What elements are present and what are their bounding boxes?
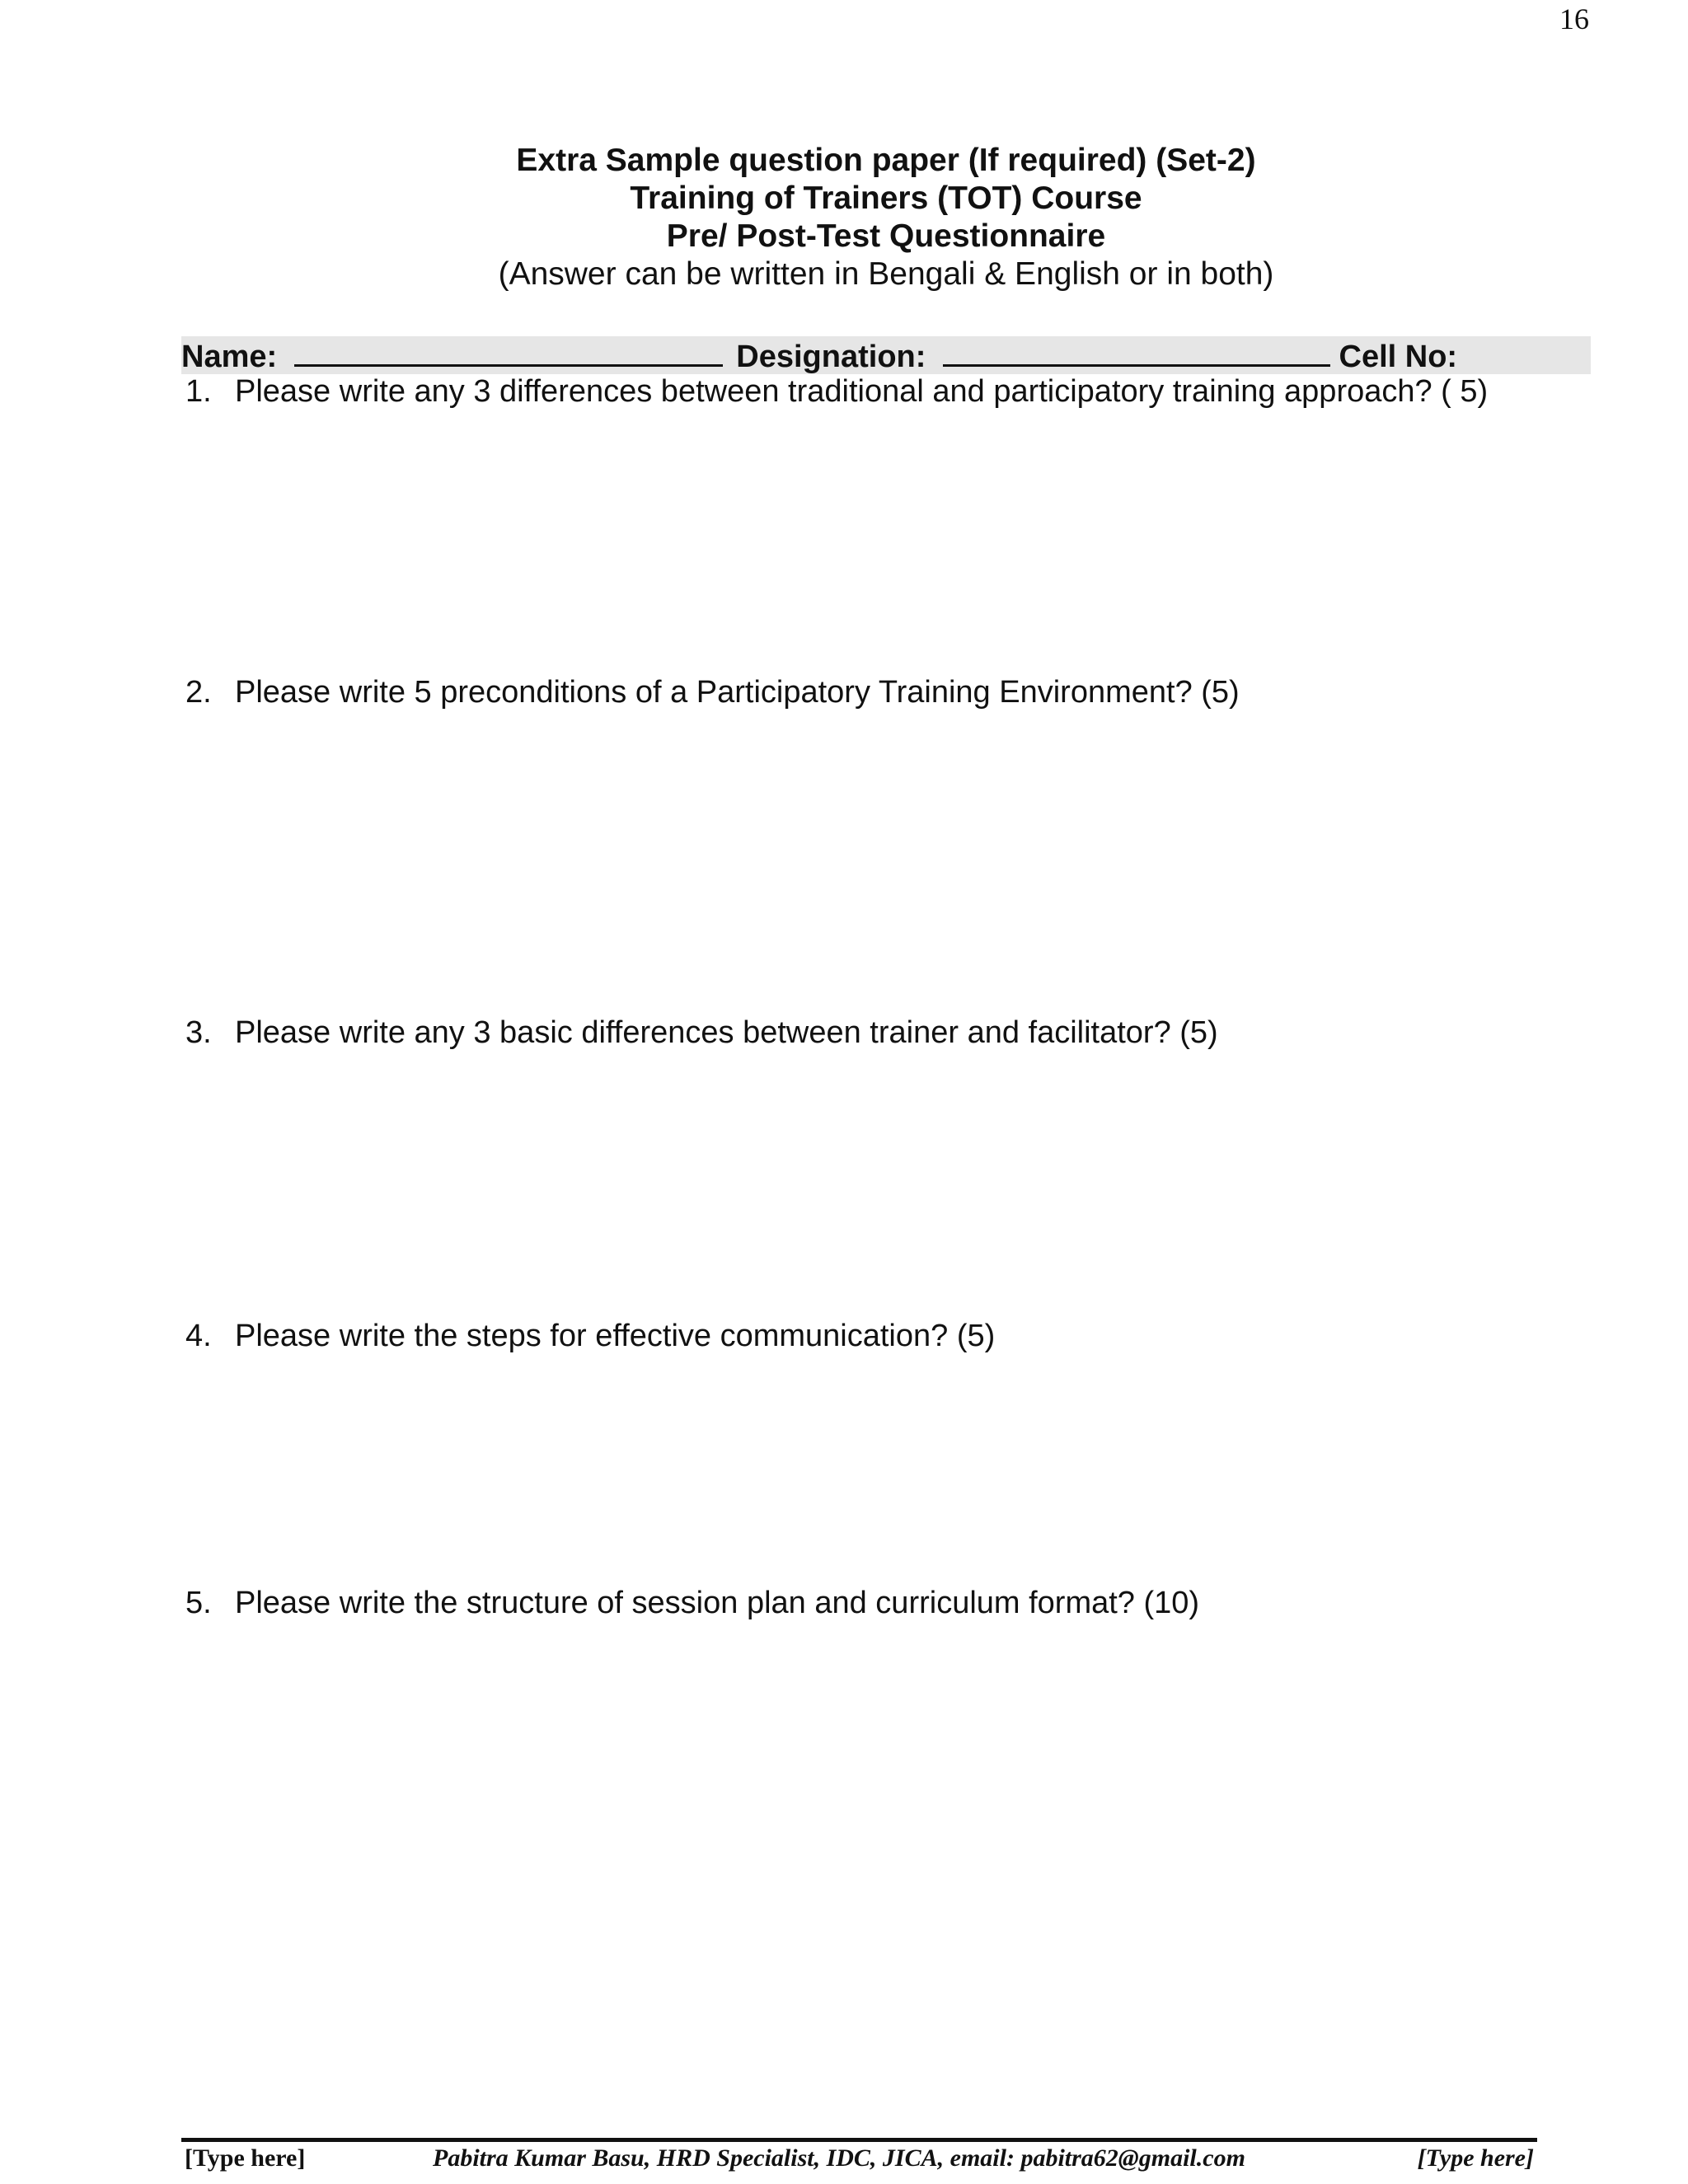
question-number: 5.	[185, 1586, 212, 1620]
question-1	[185, 373, 1488, 410]
question-4	[185, 1317, 995, 1355]
test-type: Pre/ Post-Test Questionnaire	[666, 218, 1106, 254]
paper-title: Extra Sample question paper (If required) (Set-2)	[516, 143, 1256, 178]
question-3	[185, 1014, 1218, 1052]
course-title: Training of Trainers (TOT) Course	[630, 180, 1142, 216]
question-2	[185, 673, 1240, 711]
question-text: Please write any 3 basic differences between trainer and facilitator? (5)	[235, 1015, 1218, 1050]
page-footer	[181, 2144, 1537, 2177]
question-5	[185, 1584, 1199, 1622]
participant-info-row	[181, 336, 1591, 374]
name-label: Name:	[181, 340, 278, 374]
designation-field[interactable]	[943, 336, 1330, 367]
footer-left: [Type here]	[185, 2144, 306, 2172]
question-text: Please write 5 preconditions of a Participatory Training Environment? (5)	[235, 675, 1240, 710]
language-note: (Answer can be written in Bengali & English or in both)	[498, 256, 1274, 292]
question-number: 1.	[185, 374, 212, 409]
footer-author: Pabitra Kumar Basu, HRD Specialist, IDC, JICA, email: pabitra62@gmail.com	[433, 2144, 1245, 2172]
cell-no-label: Cell No:	[1339, 340, 1458, 374]
document-header	[0, 142, 1688, 293]
question-number: 3.	[185, 1015, 212, 1050]
question-text: Please write the structure of session plan and curriculum format? (10)	[235, 1586, 1200, 1620]
name-field[interactable]	[294, 336, 723, 367]
footer-divider	[181, 2138, 1537, 2142]
footer-right: [Type here]	[1417, 2144, 1534, 2172]
question-text: Please write the steps for effective communication? (5)	[235, 1319, 996, 1353]
question-text: Please write any 3 differences between traditional and participatory training approach? ( 5)	[235, 374, 1489, 409]
question-number: 2.	[185, 675, 212, 710]
page-number: 16	[1559, 2, 1589, 35]
designation-label: Designation:	[736, 340, 926, 374]
question-number: 4.	[185, 1319, 212, 1353]
